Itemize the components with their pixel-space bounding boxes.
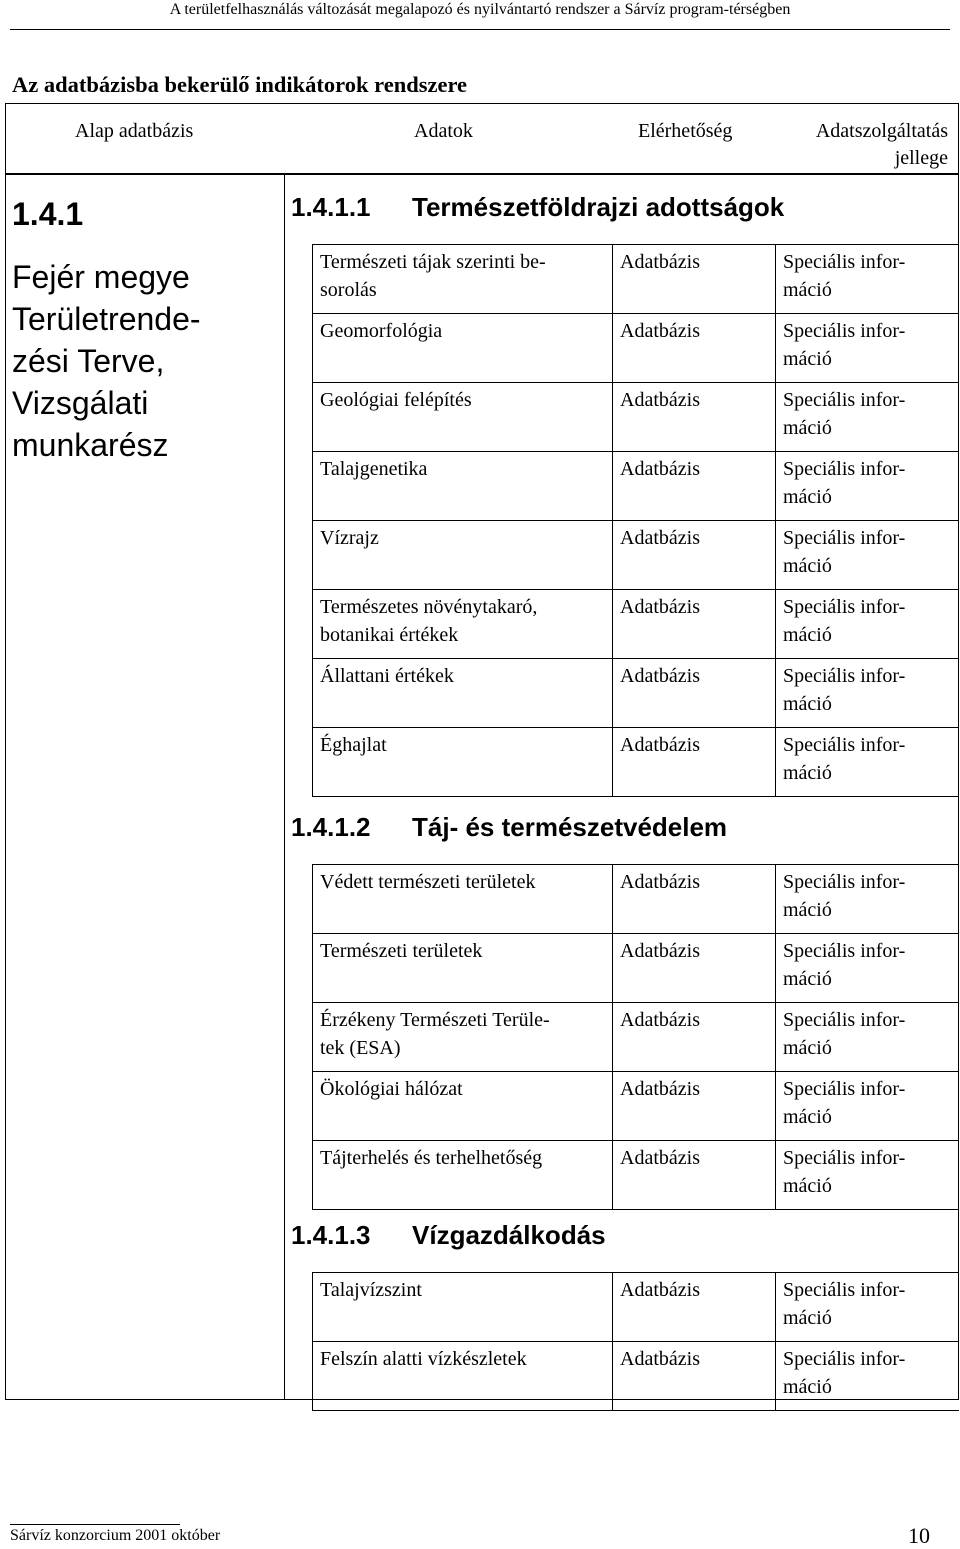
service-type-cell: Speciális infor- máció	[783, 320, 906, 370]
access-cell: Adatbázis	[620, 1009, 700, 1031]
service-type-cell: Speciális infor- máció	[783, 1147, 906, 1197]
service-type-cell: Speciális infor- máció	[783, 596, 906, 646]
access-cell: Adatbázis	[620, 871, 700, 893]
running-header: A területfelhasználás változását megalapozó és nyilvántartó rendszer a Sárvíz program-térségben	[169, 1, 791, 18]
access-cell: Adatbázis	[620, 251, 700, 273]
row-divider	[312, 796, 959, 797]
column-divider	[612, 1272, 613, 1410]
row-divider	[312, 1140, 959, 1141]
document-title: Az adatbázisba bekerülő indikátorok rendszere	[12, 72, 468, 97]
service-type-cell: Speciális infor- máció	[783, 1009, 906, 1059]
service-type-cell: Speciális infor- máció	[783, 665, 906, 715]
row-divider	[312, 864, 959, 865]
column-divider	[775, 864, 776, 1209]
column-divider	[312, 1272, 313, 1410]
section-title: Vízgazdálkodás	[412, 1220, 606, 1250]
access-cell: Adatbázis	[620, 734, 700, 756]
column-divider	[612, 864, 613, 1209]
row-divider	[312, 1410, 959, 1411]
data-cell: Természetes növénytakaró, botanikai értékek	[320, 596, 538, 646]
section-number: 1.4.1.2	[291, 812, 371, 842]
access-cell: Adatbázis	[620, 1348, 700, 1370]
section-number: 1.4.1.3	[291, 1220, 371, 1250]
data-cell: Természeti területek	[320, 940, 483, 962]
footer-text: Sárvíz konzorcium 2001 október	[10, 1527, 221, 1544]
row-divider	[312, 1071, 959, 1072]
row-divider	[312, 1341, 959, 1342]
row-divider	[312, 727, 959, 728]
column-divider	[775, 1272, 776, 1410]
data-cell: Természeti tájak szerinti be- sorolás	[320, 251, 546, 301]
footer-divider	[10, 1524, 180, 1525]
base-database-name: Fejér megye Területrende- zési Terve, Vizsgálati munkarész	[12, 259, 201, 463]
data-cell: Vízrajz	[320, 527, 379, 549]
access-cell: Adatbázis	[620, 389, 700, 411]
access-cell: Adatbázis	[620, 458, 700, 480]
section-heading	[291, 1220, 606, 1251]
row-divider	[312, 520, 959, 521]
service-type-cell: Speciális infor- máció	[783, 389, 906, 439]
row-divider	[312, 313, 959, 314]
data-cell: Érzékeny Természeti Terüle- tek (ESA)	[320, 1009, 550, 1059]
section-heading	[291, 812, 727, 843]
row-divider	[312, 933, 959, 934]
service-type-cell: Speciális infor- máció	[783, 458, 906, 508]
data-cell: Felszín alatti vízkészletek	[320, 1348, 527, 1370]
column-divider	[312, 244, 313, 796]
base-database-number: 1.4.1	[12, 196, 84, 232]
row-divider	[312, 1272, 959, 1273]
data-cell: Talajvízszint	[320, 1279, 422, 1301]
access-cell: Adatbázis	[620, 1078, 700, 1100]
access-cell: Adatbázis	[620, 1147, 700, 1169]
data-cell: Éghajlat	[320, 734, 387, 756]
data-cell: Állattani értékek	[320, 665, 454, 687]
row-divider	[312, 1209, 959, 1210]
row-divider	[312, 244, 959, 245]
column-divider	[312, 864, 313, 1209]
section-heading	[291, 192, 784, 223]
column-divider	[775, 244, 776, 796]
row-divider	[312, 1002, 959, 1003]
access-cell: Adatbázis	[620, 527, 700, 549]
row-divider	[312, 451, 959, 452]
row-divider	[312, 589, 959, 590]
data-cell: Geológiai felépítés	[320, 389, 472, 411]
section-title: Természetföldrajzi adottságok	[412, 192, 785, 222]
section-title: Táj- és természetvédelem	[412, 812, 728, 842]
service-type-cell: Speciális infor- máció	[783, 1348, 906, 1398]
access-cell: Adatbázis	[620, 665, 700, 687]
service-type-cell: Speciális infor- máció	[783, 734, 906, 784]
service-type-cell: Speciális infor- máció	[783, 251, 906, 301]
column-header-service-type: Adatszolgáltatás jellege	[815, 120, 948, 169]
service-type-cell: Speciális infor- máció	[783, 871, 906, 921]
service-type-cell: Speciális infor- máció	[783, 527, 906, 577]
row-divider	[312, 382, 959, 383]
service-type-cell: Speciális infor- máció	[783, 1279, 906, 1329]
row-divider	[312, 658, 959, 659]
data-cell: Talajgenetika	[320, 458, 428, 480]
page-number: 10	[908, 1523, 930, 1548]
service-type-cell: Speciális infor- máció	[783, 1078, 906, 1128]
header-divider	[10, 29, 950, 30]
section-number: 1.4.1.1	[291, 192, 371, 222]
column-divider	[612, 244, 613, 796]
access-cell: Adatbázis	[620, 1279, 700, 1301]
access-cell: Adatbázis	[620, 940, 700, 962]
column-header-base: Alap adatbázis	[75, 120, 194, 142]
column-header-data: Adatok	[414, 120, 473, 142]
access-cell: Adatbázis	[620, 320, 700, 342]
data-cell: Tájterhelés és terhelhetőség	[320, 1147, 543, 1169]
data-cell: Geomorfológia	[320, 320, 443, 342]
access-cell: Adatbázis	[620, 596, 700, 618]
left-column-divider	[284, 174, 285, 1400]
data-cell: Védett természeti területek	[320, 871, 536, 893]
service-type-cell: Speciális infor- máció	[783, 940, 906, 990]
data-cell: Ökológiai hálózat	[320, 1078, 463, 1100]
column-header-access: Elérhetőség	[638, 120, 733, 142]
